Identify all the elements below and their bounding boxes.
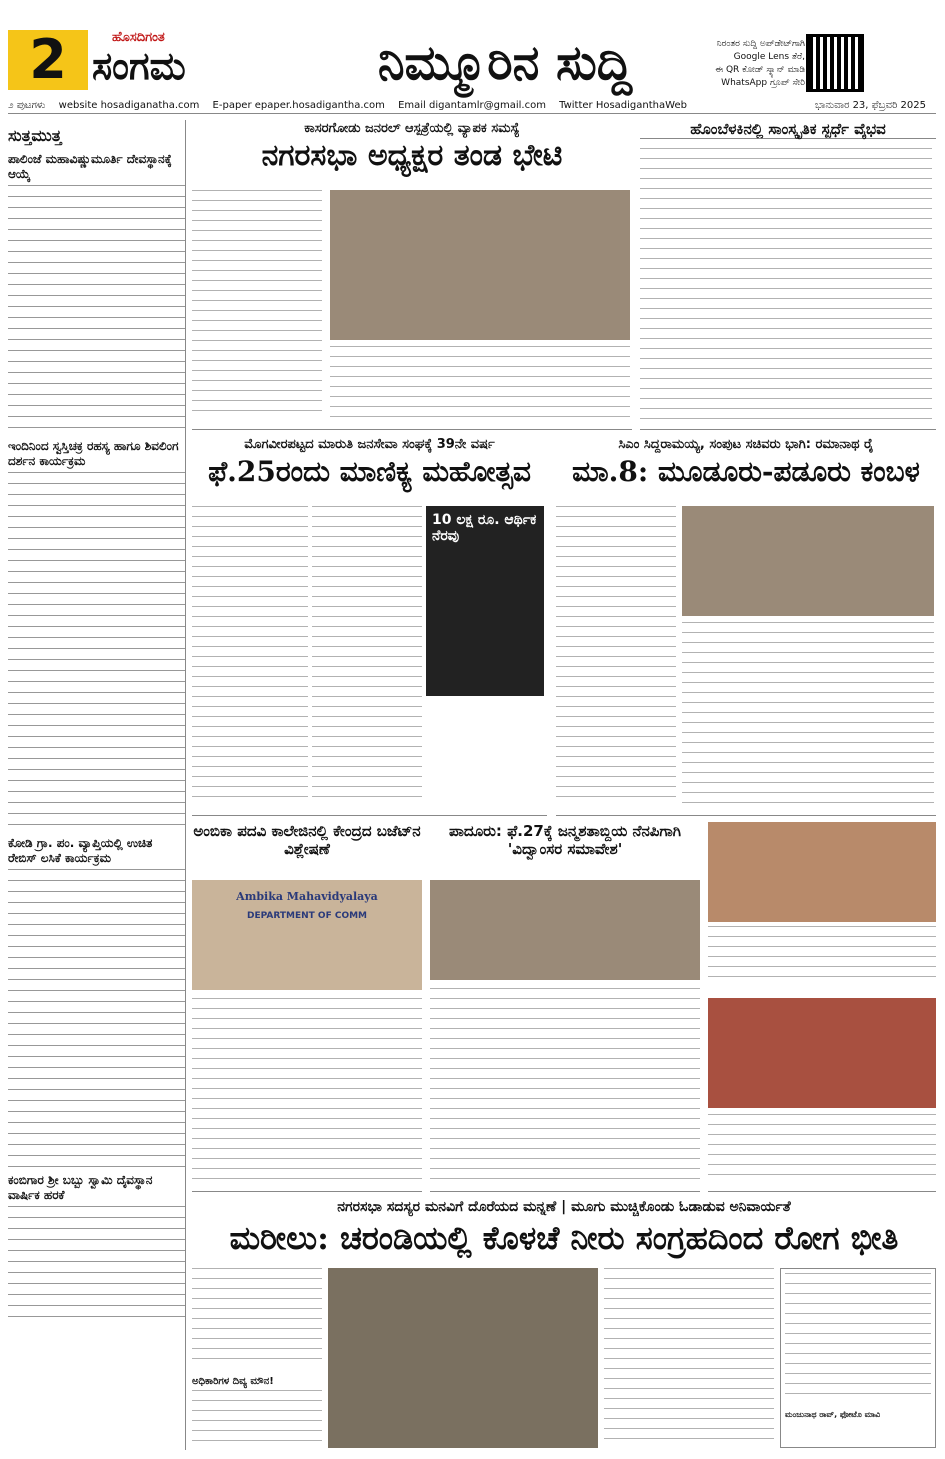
story-photo xyxy=(682,506,934,616)
story-body xyxy=(8,185,185,435)
story-padur xyxy=(430,822,700,1192)
story-headline: ಮರೀಲು: ಚರಂಡಿಯಲ್ಲಿ ಕೊಳಚೆ ನೀರು ಸಂಗ್ರಹದಿಂದ ರೋಗ ಭೀತಿ xyxy=(229,1219,899,1257)
story-body xyxy=(8,1206,185,1326)
story-body xyxy=(192,1268,322,1368)
story-photo xyxy=(430,880,700,980)
story-drainage xyxy=(192,1198,936,1452)
highlight-box: 10 ಲಕ್ಷ ರೂ. ಆರ್ಥಿಕ ನೆರವು xyxy=(426,506,544,696)
story-body xyxy=(785,1273,931,1403)
twitter-link[interactable]: Twitter HosadiganthaWeb xyxy=(559,100,687,111)
story-headline: ಅಂಬಿಕಾ ಪದವಿ ಕಾಲೇಜಿನಲ್ಲಿ ಕೇಂದ್ರದ ಬಜೆಟ್‌ನ ವಿಶ್ಲೇಷಣೆ xyxy=(193,822,421,858)
story-body xyxy=(682,622,934,806)
story-body xyxy=(604,1268,774,1446)
qr-code-icon[interactable] xyxy=(806,34,864,92)
info-bar xyxy=(8,98,936,114)
story-body xyxy=(312,506,422,806)
banner-text: DEPARTMENT OF COMM xyxy=(246,911,368,921)
photo-news-column xyxy=(708,822,936,1192)
email-link[interactable]: Email digantamlr@gmail.com xyxy=(398,100,546,111)
qr-line: WhatsApp ಗ್ರೂಪ್ ಸೇರಿ xyxy=(721,78,805,88)
story-body xyxy=(556,506,676,806)
story-title: ಕೋಡಿ ಗ್ರಾ. ಪಂ. ವ್ಯಾಪ್ತಿಯಲ್ಲಿ ಉಚಿತ ರೇಬಿಸ್ ಲಸಿಕೆ ಕಾರ್ಯಕ್ರಮ xyxy=(8,836,153,865)
story-kicker: ಮೊಗವೀರಪಟ್ಟದ ಮಾರುತಿ ಜನಸೇವಾ ಸಂಘಕ್ಕೆ 39ನೇ ವರ್ಷ xyxy=(244,437,495,452)
qr-line: Google Lens ತೆರೆ, xyxy=(733,52,805,62)
qr-line: ಈ QR ಕೋಡ್ ಸ್ಕ್ಯಾನ್ ಮಾಡಿ xyxy=(715,65,805,75)
issue-date: ಭಾನುವಾರ 23, ಫೆಬ್ರವರಿ 2025 xyxy=(815,100,926,111)
story-photo xyxy=(328,1268,598,1448)
story-photo xyxy=(330,190,630,340)
story-body xyxy=(192,1390,322,1446)
story-headline: ಫೆ.25ರಂದು ಮಾಣಿಕ್ಯ ಮಹೋತ್ಸವ xyxy=(208,455,531,488)
story-photo xyxy=(708,822,936,922)
website-link[interactable]: website hosadiganatha.com xyxy=(58,100,200,111)
story-title: ಕಂಬಿಗಾರ ಶ್ರೀ ಬಬ್ಬು ಸ್ವಾಮಿ ದೈವಸ್ಥಾನ ವಾರ್ಷಿಕ ಹರಕೆ xyxy=(8,1173,153,1202)
story-kicker: ಕಾಸರಗೋಡು ಜನರಲ್ ಆಸ್ಪತ್ರೆಯಲ್ಲಿ ವ್ಯಾಪಕ ಸಮಸ್ಯೆ xyxy=(304,121,520,136)
story-kicker: ಸಿಎಂ ಸಿದ್ದರಾಮಯ್ಯ, ಸಂಪುಟ ಸಚಿವರು ಭಾಗಿ: ರಮಾನಾಥ ರೈ xyxy=(618,437,874,452)
story-ambika xyxy=(192,822,422,1192)
story-title: ಪಾಲಿಂಜೆ ಮಹಾವಿಷ್ಣುಮೂರ್ತಿ ದೇವಸ್ಥಾನಕ್ಕೆ ಆಯ್ಕೆ xyxy=(8,152,172,181)
story-hospital xyxy=(192,120,632,430)
story-kambala xyxy=(556,436,936,816)
pages-count: ೨ ಪುಟಗಳು xyxy=(8,100,46,111)
epaper-link[interactable]: E-paper epaper.hosadigantha.com xyxy=(212,100,385,111)
story-cultural xyxy=(640,120,936,430)
story-body xyxy=(192,190,322,420)
story-title: ಇಂದಿನಿಂದ ಸ್ವಸ್ತಿಚಕ್ರ ರಹಸ್ಯ ಹಾಗೂ ಶಿವಲಿಂಗ ದರ್ಶನ ಕಾರ್ಯಕ್ರಮ xyxy=(8,439,179,468)
photo-caption xyxy=(708,926,936,986)
banner-text: Ambika Mahavidyalaya xyxy=(236,890,378,903)
section-title: ನಿಮ್ಮೂರಿನ ಸುದ್ದಿ xyxy=(377,35,633,91)
sidebar-box xyxy=(780,1268,936,1448)
story-body xyxy=(8,472,185,832)
left-column xyxy=(8,120,186,1450)
qr-instructions xyxy=(695,38,805,90)
page-number: 2 xyxy=(8,30,88,90)
story-maruthi xyxy=(192,436,547,816)
column-label: ಸುತ್ತಮುತ್ತ xyxy=(8,126,62,145)
story-headline: ನಗರಸಭಾ ಅಧ್ಯಕ್ಷರ ತಂಡ ಭೇಟಿ xyxy=(261,138,563,173)
story-body xyxy=(430,988,700,1184)
story-body xyxy=(192,506,308,806)
story-body xyxy=(8,869,185,1169)
story-headline: ಪಾದೂರು: ಫೆ.27ಕ್ಕೆ ಜನ್ಮಶತಾಬ್ದಿಯ ನೆನಪಿಗಾಗಿ 'ವಿದ್ವಾಂಸರ ಸಮಾವೇಶ' xyxy=(448,822,682,858)
story-photo xyxy=(708,998,936,1108)
story-body xyxy=(640,148,932,420)
brand-small: ಹೊಸದಿಗಂತ xyxy=(112,30,165,45)
photo-credit: ಮಂಜುನಾಥ ರಾವ್, ಫೋಟೊ ಮಾವಿ xyxy=(785,1410,881,1419)
story-headline: ಹೊಂಬೆಳಕಿನಲ್ಲಿ ಸಾಂಸ್ಕೃತಿಕ ಸ್ಪರ್ಧೆ ವೈಭವ xyxy=(640,120,936,139)
brand-title: ಸಂಗಮ xyxy=(92,44,186,88)
story-headline: ಮಾ.8: ಮೂಡೂರು-ಪಡೂರು ಕಂಬಳ xyxy=(572,455,920,488)
story-kicker: ನಗರಸಭಾ ಸದಸ್ಯರ ಮನವಿಗೆ ದೊರೆಯದ ಮನ್ನಣೆ | ಮೂಗು ಮುಚ್ಚಿಕೊಂಡು ಓಡಾಡುವ ಅನಿವಾರ್ಯತೆ xyxy=(337,1199,791,1215)
story-photo xyxy=(192,880,422,990)
story-body xyxy=(192,998,422,1184)
photo-caption xyxy=(708,1114,936,1184)
story-body xyxy=(330,346,630,420)
qr-line: ನಿರಂತರ ಸುದ್ದಿ ಅಪ್‌ಡೇಟ್‌ಗಾಗಿ xyxy=(716,39,805,49)
story-subhead: ಅಧಿಕಾರಿಗಳ ದಿವ್ಯ ಮೌನ! xyxy=(192,1376,274,1387)
